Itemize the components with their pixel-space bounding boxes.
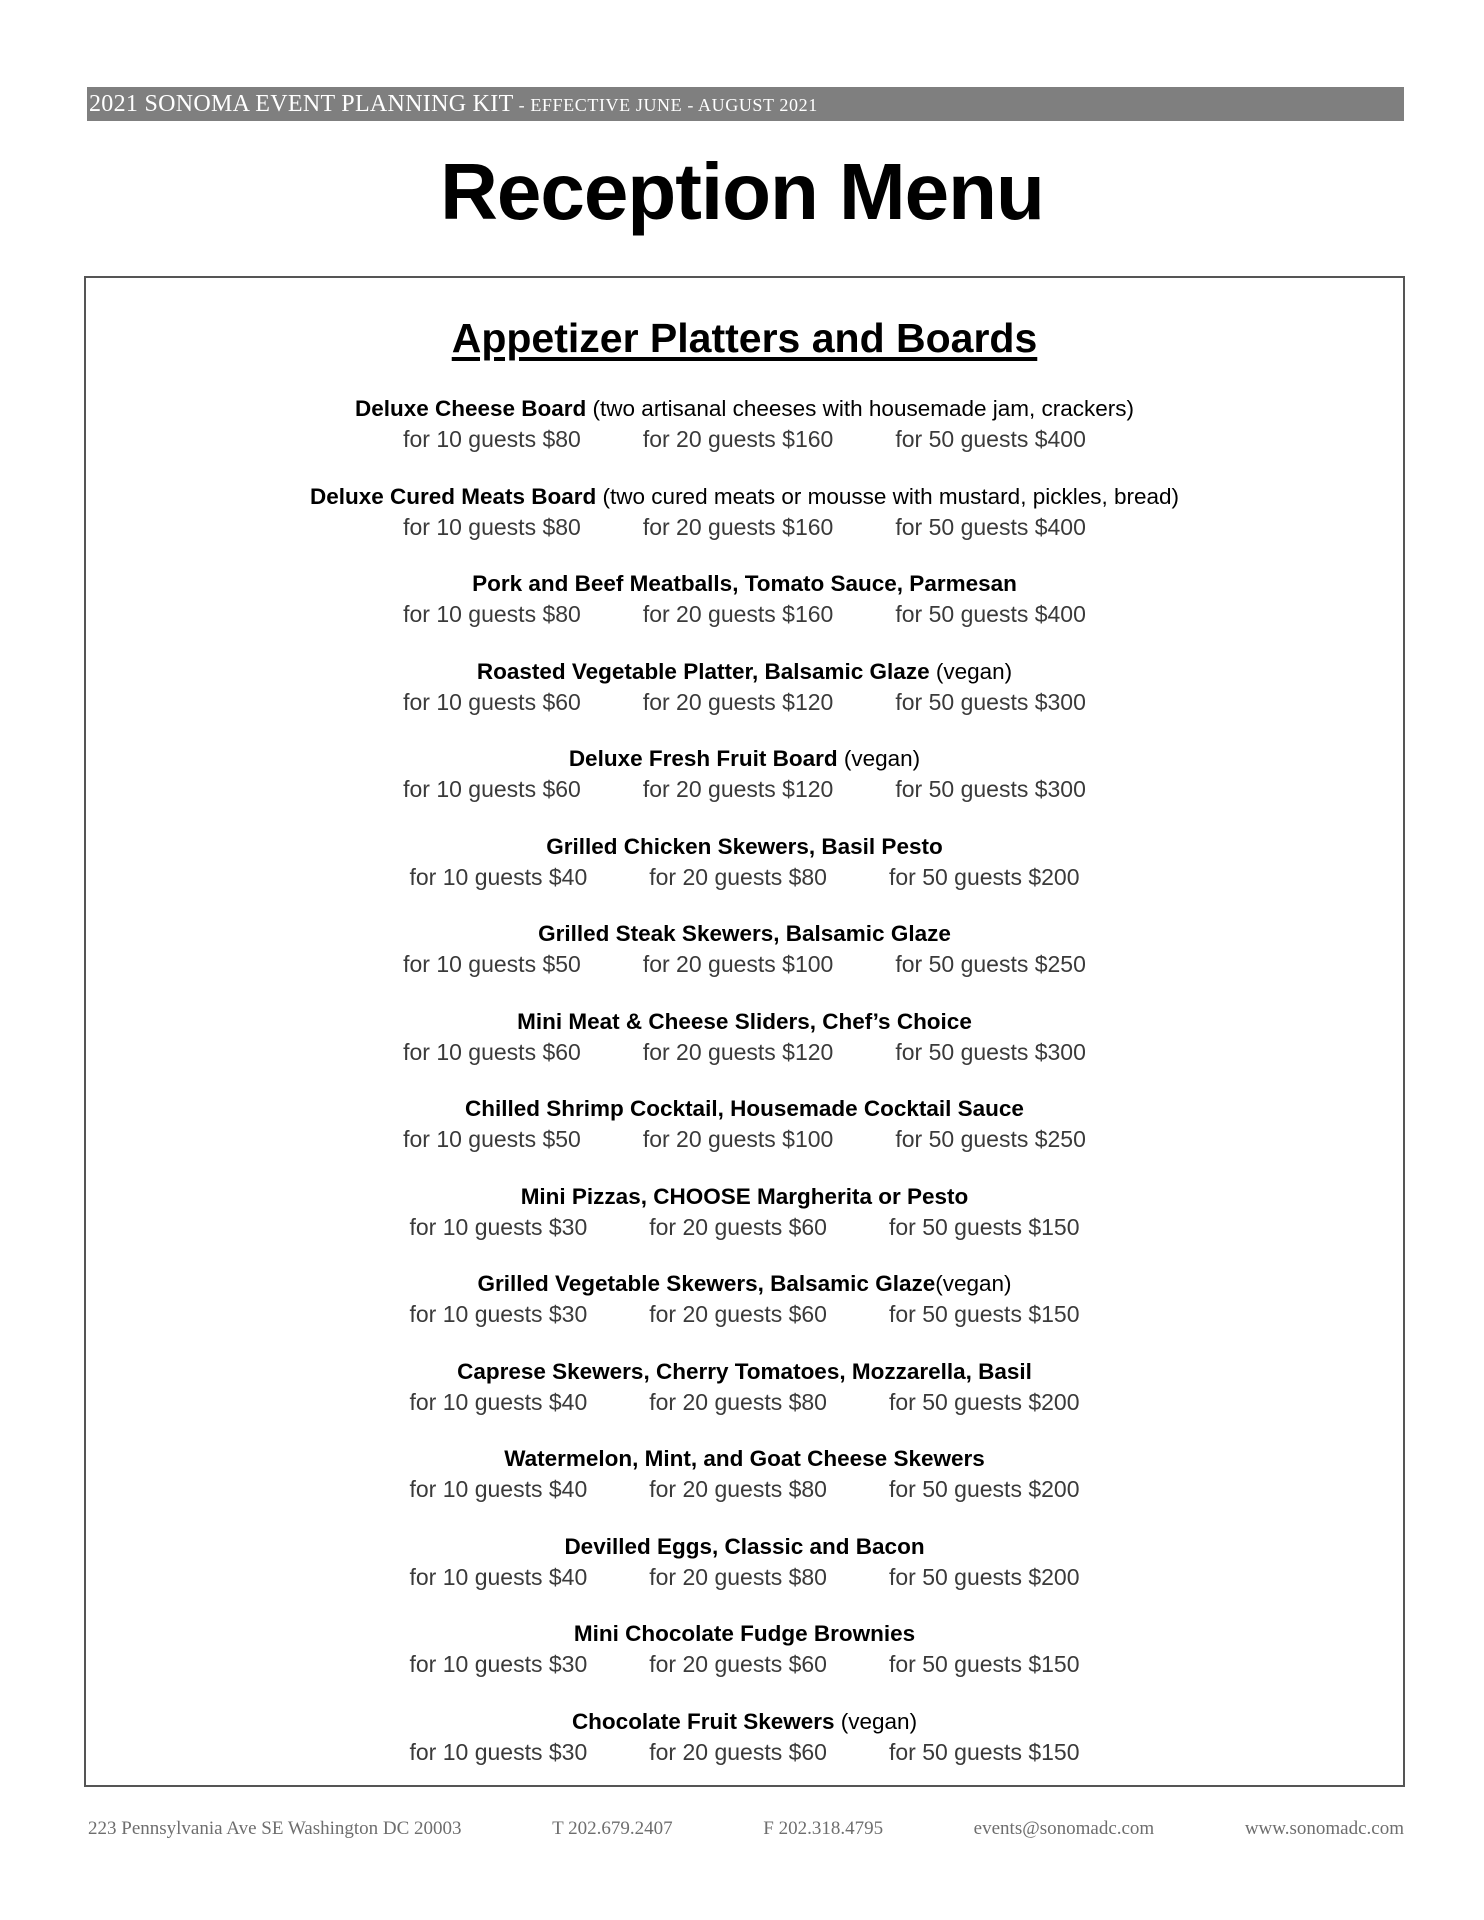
menu-item-heading [86, 482, 1403, 512]
menu-item-name: Grilled Vegetable Skewers, Balsamic Glaze [477, 1271, 936, 1296]
menu-item-note: (vegan) [935, 1271, 1012, 1296]
price-tier: for 20 guests $120 [642, 776, 834, 802]
price-tier: for 10 guests $40 [409, 1476, 588, 1502]
price-tier: for 50 guests $300 [895, 688, 1086, 715]
price-tier: for 20 guests $60 [649, 1738, 827, 1765]
menu-item-prices [86, 862, 1403, 892]
price-tier: for 10 guests $80 [403, 426, 581, 452]
price-tier: for 50 guests $300 [895, 1038, 1086, 1065]
footer-fax: F 202.318.4795 [763, 1818, 884, 1839]
menu-item [86, 744, 1403, 832]
menu-item-heading [86, 657, 1403, 687]
menu-item-prices [86, 687, 1403, 717]
effective-dates: - EFFECTIVE JUNE - AUGUST 2021 [513, 95, 818, 115]
menu-item-heading [86, 1532, 1403, 1562]
menu-item-heading [86, 744, 1403, 774]
price-tier: for 10 guests $40 [409, 1563, 588, 1590]
menu-item [86, 1444, 1403, 1532]
price-tier: for 50 guests $200 [888, 1388, 1080, 1415]
menu-item-heading [86, 569, 1403, 599]
menu-item [86, 1007, 1403, 1095]
menu-item [86, 1619, 1403, 1707]
menu-item [86, 394, 1403, 482]
menu-item [86, 832, 1403, 920]
price-tier: for 50 guests $200 [888, 1563, 1080, 1590]
price-tier: for 50 guests $150 [888, 1651, 1080, 1677]
menu-item-prices [86, 1124, 1403, 1154]
menu-item-note: (two cured meats or mousse with mustard, pickles, bread) [596, 483, 1180, 509]
footer-phone: T 202.679.2407 [552, 1818, 673, 1839]
menu-item-prices [86, 1387, 1403, 1417]
menu-item-name: Watermelon, Mint, and Goat Cheese Skewers [504, 1446, 985, 1471]
price-tier: for 50 guests $400 [895, 513, 1086, 540]
price-tier: for 20 guests $60 [649, 1213, 827, 1240]
price-tier: for 10 guests $80 [403, 601, 581, 627]
menu-item [86, 1532, 1403, 1620]
menu-item-name: Devilled Eggs, Classic and Bacon [564, 1533, 925, 1559]
menu-item-prices [86, 1299, 1403, 1329]
menu-item-heading [86, 1269, 1403, 1299]
price-tier: for 50 guests $400 [895, 601, 1086, 627]
price-tier: for 20 guests $80 [649, 863, 827, 890]
kit-title: 2021 SONOMA EVENT PLANNING KIT [89, 91, 514, 117]
price-tier: for 10 guests $60 [403, 776, 581, 802]
price-tier: for 10 guests $50 [403, 1126, 581, 1152]
menu-item-heading [86, 1619, 1403, 1649]
menu-item-note: (vegan) [834, 1708, 918, 1734]
menu-item-name: Chilled Shrimp Cocktail, Housemade Cocktail Sauce [465, 1096, 1024, 1121]
menu-item-heading [86, 1007, 1403, 1037]
price-tier: for 20 guests $160 [642, 426, 834, 452]
menu-item [86, 1094, 1403, 1182]
menu-item [86, 1357, 1403, 1445]
menu-item-note: (two artisanal cheeses with housemade jam, crackers) [586, 396, 1135, 421]
price-tier: for 20 guests $60 [649, 1301, 827, 1327]
menu-item-heading [86, 919, 1403, 949]
menu-box [84, 276, 1405, 1787]
price-tier: for 10 guests $50 [403, 951, 581, 977]
menu-item-name: Deluxe Cured Meats Board [309, 483, 597, 509]
price-tier: for 20 guests $80 [649, 1388, 827, 1415]
menu-item-prices [86, 949, 1403, 979]
menu-item-name: Grilled Chicken Skewers, Basil Pesto [546, 833, 943, 859]
menu-item-prices [86, 424, 1403, 454]
menu-item [86, 1182, 1403, 1270]
price-tier: for 10 guests $60 [403, 688, 581, 715]
menu-item-name: Caprese Skewers, Cherry Tomatoes, Mozzarella, Basil [457, 1358, 1032, 1384]
price-tier: for 10 guests $40 [409, 1388, 588, 1415]
menu-item-prices [86, 774, 1403, 804]
price-tier: for 50 guests $200 [888, 1476, 1080, 1502]
menu-item-name: Mini Pizzas, CHOOSE Margherita or Pesto [520, 1183, 969, 1209]
menu-item-heading [86, 1707, 1403, 1737]
price-tier: for 20 guests $160 [642, 601, 834, 627]
menu-item-name: Mini Chocolate Fudge Brownies [573, 1621, 916, 1646]
page-title: Reception Menu [440, 147, 1044, 236]
price-tier: for 20 guests $80 [649, 1476, 827, 1502]
price-tier: for 10 guests $30 [409, 1738, 588, 1765]
menu-item-heading [86, 832, 1403, 862]
price-tier: for 10 guests $40 [409, 863, 588, 890]
menu-item-prices [86, 1649, 1403, 1679]
menu-item-prices [86, 512, 1403, 542]
footer-address: 223 Pennsylvania Ave SE Washington DC 20003 [88, 1818, 462, 1839]
price-tier: for 50 guests $250 [895, 951, 1086, 977]
menu-item [86, 657, 1403, 745]
menu-item [86, 919, 1403, 1007]
menu-item-note: (vegan) [837, 746, 921, 771]
footer-website: www.sonomadc.com [1244, 1818, 1404, 1839]
price-tier: for 20 guests $80 [649, 1563, 827, 1590]
price-tier: for 10 guests $30 [409, 1213, 588, 1240]
price-tier: for 50 guests $300 [895, 776, 1086, 802]
price-tier: for 10 guests $80 [403, 513, 581, 540]
price-tier: for 10 guests $30 [409, 1651, 588, 1677]
price-tier: for 50 guests $150 [888, 1738, 1080, 1765]
price-tier: for 50 guests $200 [888, 863, 1080, 890]
menu-item-prices [86, 1037, 1403, 1067]
menu-item-heading [86, 1182, 1403, 1212]
menu-item-name: Deluxe Cheese Board [354, 396, 587, 421]
price-tier: for 20 guests $100 [642, 951, 834, 977]
menu-item [86, 1269, 1403, 1357]
price-tier: for 50 guests $250 [895, 1126, 1086, 1152]
menu-item-heading [86, 394, 1403, 424]
menu-item-prices [86, 599, 1403, 629]
menu-item-heading [86, 1094, 1403, 1124]
menu-item-prices [86, 1737, 1403, 1767]
price-tier: for 50 guests $150 [888, 1213, 1080, 1240]
price-tier: for 10 guests $60 [403, 1038, 581, 1065]
price-tier: for 20 guests $120 [642, 1038, 834, 1065]
menu-item-name: Deluxe Fresh Fruit Board [568, 746, 838, 771]
section-title: Appetizer Platters and Boards [451, 315, 1038, 361]
menu-item [86, 482, 1403, 570]
menu-item-name: Pork and Beef Meatballs, Tomato Sauce, Parmesan [472, 571, 1017, 596]
menu-item-note: (vegan) [929, 658, 1013, 684]
price-tier: for 20 guests $160 [642, 513, 834, 540]
price-tier: for 50 guests $400 [895, 426, 1086, 452]
price-tier: for 20 guests $120 [642, 688, 834, 715]
price-tier: for 10 guests $30 [409, 1301, 588, 1327]
price-tier: for 20 guests $60 [649, 1651, 827, 1677]
price-tier: for 20 guests $100 [642, 1126, 834, 1152]
menu-item-prices [86, 1562, 1403, 1592]
menu-item-prices [86, 1474, 1403, 1504]
menu-item-name: Grilled Steak Skewers, Balsamic Glaze [538, 921, 951, 946]
menu-item [86, 1707, 1403, 1795]
menu-item-name: Mini Meat & Cheese Sliders, Chef’s Choice [517, 1008, 972, 1034]
header-bar [87, 87, 1404, 121]
footer [88, 1818, 1404, 1840]
price-tier: for 50 guests $150 [888, 1301, 1080, 1327]
menu-item-prices [86, 1212, 1403, 1242]
menu-item-name: Roasted Vegetable Platter, Balsamic Glaze [476, 658, 930, 684]
menu-item [86, 569, 1403, 657]
footer-email: events@sonomadc.com [973, 1818, 1155, 1839]
menu-item-list [86, 394, 1403, 1794]
menu-item-heading [86, 1444, 1403, 1474]
menu-item-heading [86, 1357, 1403, 1387]
menu-item-name: Chocolate Fruit Skewers [571, 1708, 835, 1734]
